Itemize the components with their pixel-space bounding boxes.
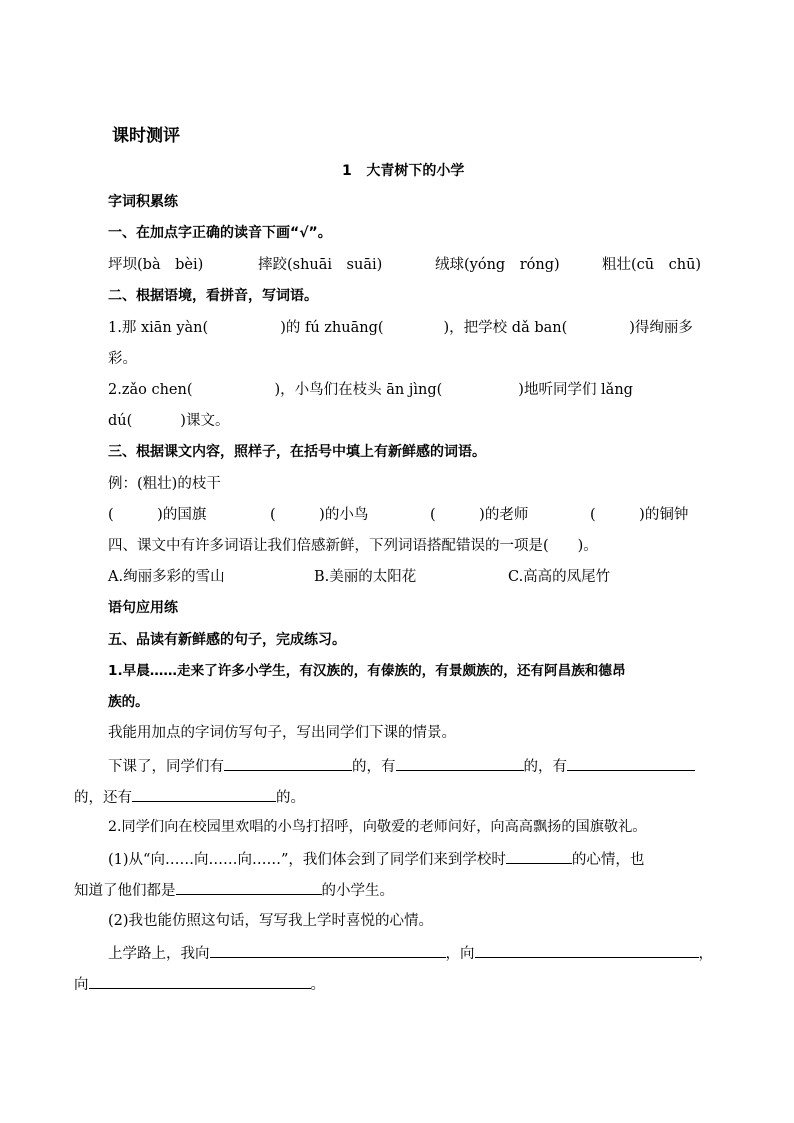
question-3-item[interactable]: ( )的小鸟	[270, 507, 369, 523]
question-2-sentence-1	[108, 318, 693, 338]
sentence-text: 2.zǎo chen(	[108, 382, 193, 398]
sentence-text: )课文。	[180, 413, 230, 429]
answer-line[interactable]	[475, 942, 699, 958]
answer-line[interactable]	[176, 879, 322, 895]
question-5-fill-2-cont	[74, 973, 325, 995]
question-3-item[interactable]: ( )的国旗	[108, 507, 207, 523]
question-4-option-a[interactable]: A.绚丽多彩的雪山	[108, 569, 225, 585]
answer-line[interactable]	[567, 755, 695, 771]
sentence-text: 向	[74, 977, 89, 993]
question-5-prompt-1: 我能用加点的字词仿写句子，写出同学们下课的情景。	[108, 725, 456, 741]
sentence-text: )，小鸟们在枝头 ān jìng(	[274, 382, 443, 398]
question-4-option-b[interactable]: B.美丽的太阳花	[314, 569, 417, 585]
question-5-sentence-1-cont: 族的。	[108, 694, 149, 710]
sentence-text: 的，有	[352, 759, 396, 775]
sentence-text: 的，有	[523, 759, 567, 775]
question-5-sub-1-cont	[74, 879, 394, 901]
sentence-text: 上学路上，我向	[108, 946, 210, 962]
sentence-text: 的，还有	[74, 790, 132, 806]
sentence-text: 。	[310, 977, 325, 993]
question-1-item: 坪坝(bà bèi)	[108, 257, 204, 273]
lesson-title	[342, 161, 464, 181]
question-2-sentence-1-cont: 彩。	[108, 351, 137, 367]
sentence-text: (1)从“向……向……向……”，我们体会到了同学们来到学校时	[108, 852, 506, 868]
sentence-text: )的 fú zhuāng(	[280, 320, 384, 336]
sentence-text: dú(	[108, 413, 133, 429]
sentence-text: ，	[698, 946, 713, 962]
question-5-sub-1	[108, 848, 644, 870]
question-4-option-c[interactable]: C.高高的凤尾竹	[508, 569, 611, 585]
answer-line[interactable]	[89, 973, 311, 989]
sentence-text: )，把学校 dǎ ban(	[443, 320, 568, 336]
answer-line[interactable]	[396, 755, 524, 771]
sentence-text: 下课了，同学们有	[108, 759, 224, 775]
section-heading-sentences: 语句应用练	[108, 600, 178, 616]
question-5-sentence-1: 1.早晨……走来了许多小学生，有汉族的，有傣族的，有景颇族的，还有阿昌族和德昂	[108, 663, 626, 679]
question-5-fill-2	[108, 942, 713, 964]
question-2-heading: 二、根据语境，看拼音，写词语。	[108, 288, 318, 304]
question-3-item[interactable]: ( )的铜钟	[590, 507, 689, 523]
question-3-example: 例：(粗壮)的枝干	[108, 476, 221, 492]
question-5-fill-1	[108, 755, 695, 777]
question-1-item: 摔跤(shuāi suāi)	[258, 257, 383, 273]
sentence-text: 知道了他们都是	[74, 883, 176, 899]
question-5-sentence-2: 2.同学们向在校园里欢唱的小鸟打招呼，向敬爱的老师问好，向高高飘扬的国旗敬礼。	[108, 819, 647, 835]
sentence-text: 的小学生。	[321, 883, 394, 899]
question-5-heading: 五、品读有新鲜感的句子，完成练习。	[108, 632, 346, 648]
sentence-text: 的心情，也	[571, 852, 645, 868]
sentence-text: 的。	[276, 790, 305, 806]
answer-line[interactable]	[506, 848, 572, 864]
question-4-heading: 四、课文中有许多词语让我们倍感新鲜，下列词语搭配错误的一项是( )。	[108, 538, 598, 554]
section-heading-vocab: 字词积累练	[108, 194, 178, 210]
question-1-item: 绒球(yóng róng)	[435, 257, 560, 273]
answer-line[interactable]	[224, 755, 352, 771]
question-2-sentence-2-cont	[108, 411, 229, 431]
lesson-number: 1	[342, 163, 352, 179]
answer-line[interactable]	[132, 786, 276, 802]
question-3-heading: 三、根据课文内容，照样子，在括号中填上有新鲜感的词语。	[108, 444, 486, 460]
lesson-name: 大青树下的小学	[366, 163, 465, 179]
sentence-text: )地听同学们 lǎng	[518, 382, 633, 398]
sentence-text: )得绚丽多	[629, 320, 693, 336]
question-3-item[interactable]: ( )的老师	[430, 507, 529, 523]
question-5-sub-2: (2)我也能仿照这句话，写写我上学时喜悦的心情。	[108, 913, 434, 929]
question-1-heading: 一、在加点字正确的读音下画“√”。	[108, 225, 332, 241]
question-1-item: 粗壮(cū chū)	[602, 257, 702, 273]
question-5-fill-1-cont	[74, 786, 305, 808]
sentence-text: ，向	[445, 946, 475, 962]
answer-line[interactable]	[210, 942, 446, 958]
question-2-sentence-2	[108, 380, 633, 400]
page-header: 课时测评	[112, 126, 180, 146]
sentence-text: 1.那 xiān yàn(	[108, 320, 209, 336]
